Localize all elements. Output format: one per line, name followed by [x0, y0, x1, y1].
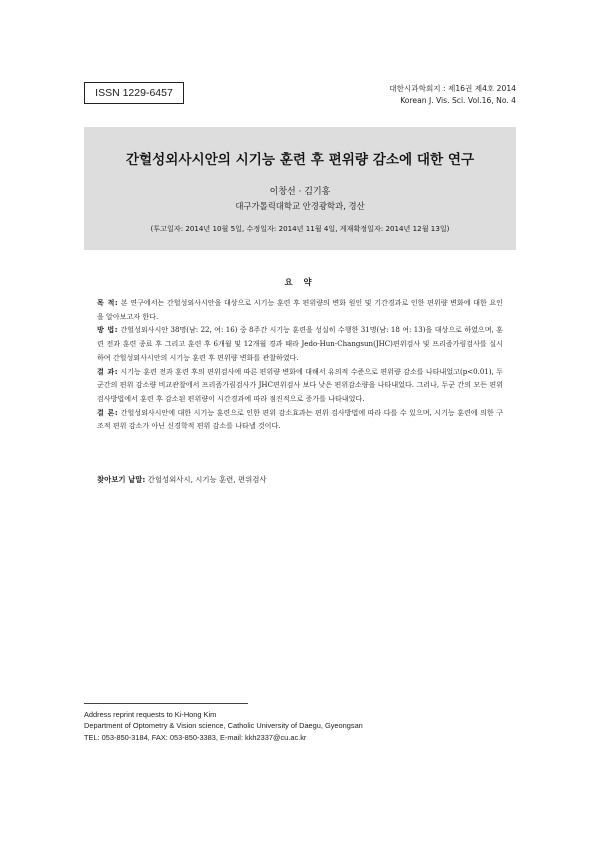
- abstract-conclusion: [97, 406, 503, 433]
- purpose-label: 목 적:: [97, 298, 119, 307]
- methods-label: 방 법:: [97, 325, 119, 335]
- results-text: 시기능 훈련 전과 훈련 후의 편위검사에 따른 편위량 변화에 대해서 유의적 수준으로 편위량 감소를 나타내었고(p<0.01), 두 군간의 편위 감소량 비교관찰에서 프리즘가림검사가 JHC편위검사 보다 낮은 편위감소량을 나타내었다. 그러나, 두군 간의 모든 편위검사방법에서 훈련 후 감소된 편위량이 시간경과에 따라 점진적으로 증가를 나타내었다.: [97, 366, 503, 403]
- paper-title: 간헐성외사시안의 시기능 훈련 후 편위량 감소에 대한 연구: [125, 152, 475, 168]
- abstract-heading: 요 약: [284, 277, 316, 287]
- correspondence-footnote: [84, 709, 524, 743]
- footnote-department: Department of Optometry & Vision science, Catholic University of Daegu, Gyeongsan: [84, 721, 363, 731]
- journal-citation: [389, 83, 516, 107]
- journal-citation-english: Korean J. Vis. Sci. Vol.16, No. 4: [400, 96, 516, 105]
- keywords-label: 찾아보기 낱말:: [97, 475, 146, 484]
- keywords: [97, 474, 503, 485]
- results-label: 결 과:: [97, 366, 119, 376]
- footnote-address: Address reprint requests to Ki-Hong Kim: [84, 710, 217, 719]
- keywords-text: 간헐성외사시, 시기능 훈련, 편위검사: [147, 475, 267, 484]
- abstract-body: [97, 296, 503, 433]
- journal-citation-korean: 대한시과학회지 : 제16권 제4호 2014: [389, 84, 516, 93]
- purpose-text: 본 연구에서는 간헐성외사시안을 대상으로 시기능 훈련 후 편위량의 변화 원인 및 기간경과로 인한 편위량 변화에 대한 요인을 알아보고자 한다.: [97, 298, 503, 321]
- footnote-contact: TEL: 053-850-3184, FAX: 053-850-3383, E-mail: kkh2337@cu.ac.kr: [84, 732, 307, 742]
- footnote-divider: [84, 703, 248, 704]
- title-block: [84, 127, 516, 250]
- authors: 이창선 · 김기홍: [269, 187, 331, 197]
- issn-box: ISSN 1229-6457: [84, 82, 184, 104]
- conclusion-text: 간헐성외사시안에 대한 시기능 훈련으로 인한 편위 감소효과는 편위 검사방법에 따라 다를 수 있으며, 시기능 훈련에 의한 구조적 편위 감소가 아닌 신경학적 편위 감소를 나타낼 것이다.: [97, 407, 504, 431]
- abstract-results: [97, 365, 503, 406]
- submission-dates: (투고일자: 2014년 10월 5일, 수정일자: 2014년 11월 4일, 게재확정일자: 2014년 12월 13일): [150, 224, 450, 233]
- abstract-purpose: [97, 296, 503, 323]
- affiliation: 대구가톨릭대학교 안경광학과, 경산: [235, 201, 365, 211]
- abstract-methods: [97, 323, 503, 364]
- methods-text: 간헐성외사시안 38명(남: 22, 여: 16) 중 8주간 시기능 훈련을 성실히 수행한 31명(남: 18 여: 13)을 대상으로 하였으며, 훈련 전과 훈련 종료 후 그리고 훈련 후 6개월 및 12개월 경과 때라 Jedo-Hun-Changsun(JHC)편위검사 및 프리즘가림검사를 실시하여 간헐성외사시안의 시기능 훈련 후 편위량 변화를 관찰하였다.: [97, 325, 503, 362]
- conclusion-label: 결 론:: [97, 407, 119, 417]
